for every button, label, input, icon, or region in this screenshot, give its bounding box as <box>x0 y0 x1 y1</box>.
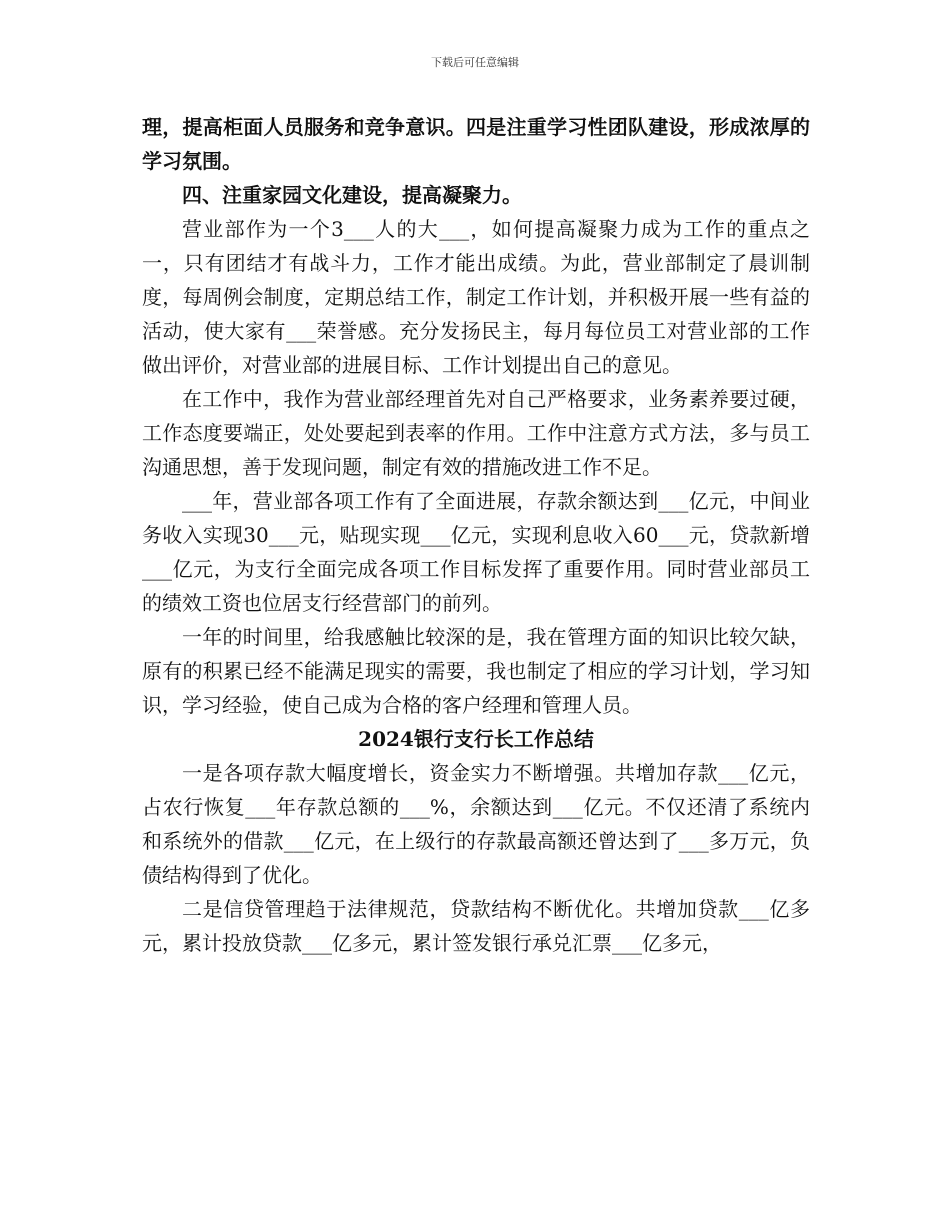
paragraph: 营业部作为一个3___人的大___，如何提高凝聚力成为工作的重点之一，只有团结才有战斗力，工作才能出成绩。为此，营业部制定了晨训制度，每周例会制度，定期总结工作，制定工作计划，并积极开展一些有益的活动，使大家有___荣誉感。充分发扬民主，每月每位员工对营业部的工作做出评价，对营业部的进展目标、工作计划提出自己的意见。 <box>142 217 810 377</box>
paragraph-continued: 理，提高柜面人员服务和竞争意识。四是注重学习性团队建设，形成浓厚的学习氛围。 <box>142 115 810 173</box>
document-title: 2024银行支行长工作总结 <box>358 727 594 751</box>
paragraph: 在工作中，我作为营业部经理首先对自己严格要求，业务素养要过硬，工作态度要端正，处处要起到表率的作用。工作中注意方式方法，多与员工沟通思想，善于发现问题，制定有效的措施改进工作不足。 <box>142 387 810 479</box>
document-body <box>142 110 810 960</box>
page-header: 下载后可任意编辑 <box>431 56 519 69</box>
paragraph: 一年的时间里，给我感触比较深的是，我在管理方面的知识比较欠缺，原有的积累已经不能满足现实的需要，我也制定了相应的学习计划，学习知识，学习经验，使自己成为合格的客户经理和管理人员。 <box>142 625 810 717</box>
paragraph: ___年，营业部各项工作有了全面进展，存款余额达到___亿元，中间业务收入实现30___元，贴现实现___亿元，实现利息收入60___元，贷款新增___亿元，为支行全面完成各项工作目标发挥了重要作用。同时营业部员工的绩效工资也位居支行经营部门的前列。 <box>142 489 810 615</box>
paragraph: 二是信贷管理趋于法律规范，贷款结构不断优化。共增加贷款___亿多元，累计投放贷款___亿多元，累计签发银行承兑汇票___亿多元， <box>142 897 810 955</box>
paragraph: 一是各项存款大幅度增长，资金实力不断增强。共增加存款___亿元，占农行恢复___年存款总额的___%，余额达到___亿元。不仅还清了系统内和系统外的借款___亿元，在上级行的存款最高额还曾达到了___多万元，负债结构得到了优化。 <box>142 761 810 887</box>
section-heading: 四、注重家园文化建设，提高凝聚力。 <box>182 183 522 207</box>
